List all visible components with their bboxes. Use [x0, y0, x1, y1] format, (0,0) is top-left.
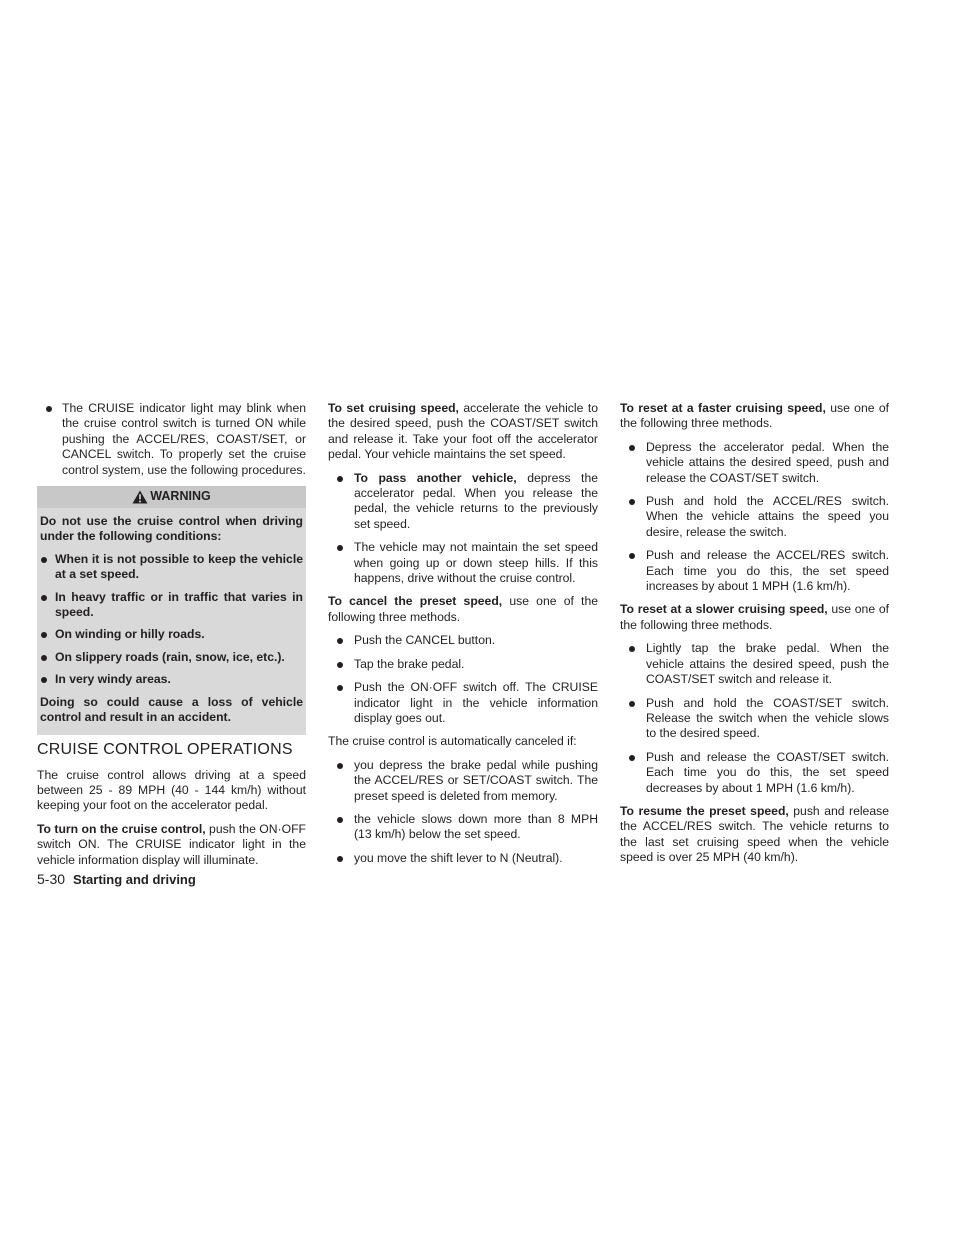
section-heading: CRUISE CONTROL OPERATIONS: [37, 740, 293, 758]
list-item: the vehicle slows down more than 8 MPH (13 km/h) below the set speed.: [328, 812, 598, 843]
paragraph: [328, 594, 598, 625]
list-item: Push and hold the COAST/SET switch. Release the switch when the vehicle slows to the desired speed.: [620, 696, 889, 742]
bullet-list: [328, 633, 598, 726]
list-item: When it is not possible to keep the vehicle at a set speed.: [40, 552, 303, 583]
list-item: In heavy traffic or in traffic that varies in speed.: [40, 590, 303, 621]
list-item: Push the ON·OFF switch off. The CRUISE indicator light in the vehicle information display goes out.: [328, 680, 598, 726]
paragraph-text: push the ON·OFF switch ON. The CRUISE indicator light in the vehicle information display will illuminate.: [37, 821, 306, 867]
list-item: Depress the accelerator pedal. When the vehicle attains the desired speed, push and release the COAST/SET switch.: [620, 440, 889, 486]
item-lead: To pass another vehicle,: [354, 470, 517, 485]
paragraph-text: use one of the following three methods.: [328, 594, 598, 624]
list-item: In very windy areas.: [40, 672, 303, 687]
paragraph: The cruise control is automatically canceled if:: [328, 734, 577, 749]
list-item: you move the shift lever to N (Neutral).: [328, 851, 598, 866]
intro-list: [37, 401, 306, 478]
paragraph-text: push and release the ACCEL/RES switch. The vehicle returns to the last set cruising speed when the vehicle speed is over 25 MPH (40 km/h).: [620, 803, 889, 865]
section-name: Starting and driving: [73, 872, 196, 887]
page-footer: [37, 871, 196, 887]
list-item: [328, 471, 598, 533]
paragraph-lead: To turn on the cruise control,: [37, 821, 206, 836]
list-item: Push and hold the ACCEL/RES switch. When the vehicle attains the speed you desire, release the switch.: [620, 494, 889, 540]
paragraph: The cruise control allows driving at a speed between 25 - 89 MPH (40 - 144 km/h) without keeping your foot on the accelerator pedal.: [37, 767, 306, 813]
warning-header: [37, 486, 306, 508]
bullet-list: [620, 440, 889, 595]
paragraph: [37, 822, 306, 868]
list-item: Tap the brake pedal.: [328, 657, 598, 672]
bullet-list: [328, 471, 598, 587]
paragraph-lead: To reset at a faster cruising speed,: [620, 401, 826, 415]
column-middle: [328, 401, 598, 874]
item-text: depress the accelerator pedal. When you release the pedal, the vehicle returns to the previously set speed.: [354, 470, 598, 531]
paragraph-lead: To set cruising speed,: [328, 401, 459, 415]
paragraph-lead: To cancel the preset speed,: [328, 594, 503, 609]
warning-lead: Do not use the cruise control when driving under the following conditions:: [40, 514, 303, 544]
list-item: Lightly tap the brake pedal. When the vehicle attains the desired speed, push the COAST/SET switch and release it.: [620, 641, 889, 687]
warning-title: WARNING: [150, 489, 211, 504]
warning-list: [40, 552, 303, 688]
page-number: 5-30: [37, 871, 66, 887]
paragraph-text: use one of the following three methods.: [620, 401, 889, 431]
list-item: On winding or hilly roads.: [40, 627, 303, 642]
list-item: Push and release the ACCEL/RES switch. Each time you do this, the set speed increases by about 1 MPH (1.6 km/h).: [620, 548, 889, 594]
paragraph-text: use one of the following three methods.: [620, 602, 889, 632]
warning-closing: Doing so could cause a loss of vehicle control and result in an accident.: [40, 694, 303, 725]
column-left: [37, 401, 306, 876]
list-item: Push and release the COAST/SET switch. Each time you do this, the set speed decreases by about 1 MPH (1.6 km/h).: [620, 750, 889, 796]
paragraph: [620, 804, 889, 866]
list-item: you depress the brake pedal while pushing the ACCEL/RES or SET/COAST switch. The preset speed is deleted from memory.: [328, 758, 598, 804]
list-item: Push the CANCEL button.: [328, 633, 598, 648]
paragraph-lead: To reset at a slower cruising speed,: [620, 602, 828, 617]
warning-triangle-icon: [132, 490, 148, 504]
bullet-list: [328, 758, 598, 866]
paragraph-lead: To resume the preset speed,: [620, 803, 789, 818]
list-item: The CRUISE indicator light may blink when the cruise control switch is turned ON while pushing the ACCEL/RES, COAST/SET, or CANCEL switch. To properly set the cruise control system, use the following procedures.: [37, 401, 306, 478]
paragraph-text: accelerate the vehicle to the desired speed, push the COAST/SET switch and release it. Take your foot off the accelerator pedal. Your vehicle maintains the set speed.: [328, 401, 598, 462]
column-right: [620, 401, 889, 874]
bullet-list: [620, 641, 889, 796]
warning-box: [37, 486, 306, 734]
paragraph: [620, 401, 889, 432]
list-item: The vehicle may not maintain the set speed when going up or down steep hills. If this happens, drive without the cruise control.: [328, 540, 598, 586]
paragraph: [328, 401, 598, 463]
paragraph: [620, 602, 889, 633]
warning-body: [37, 514, 306, 734]
list-item: On slippery roads (rain, snow, ice, etc.).: [40, 650, 303, 665]
